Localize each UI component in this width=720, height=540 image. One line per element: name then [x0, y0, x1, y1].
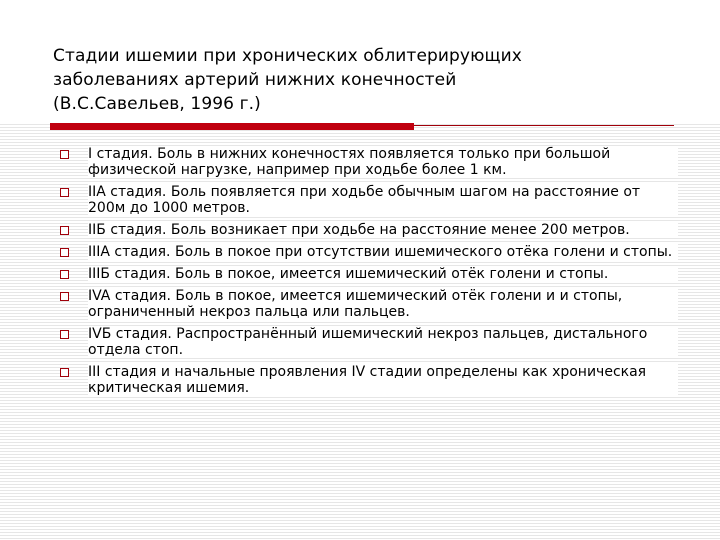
square-bullet-icon [60, 226, 69, 235]
square-bullet-icon [60, 248, 69, 257]
list-item [58, 364, 678, 396]
stage-text: IIIБ стадия. Боль в покое, имеется ишемический отёк голени и стопы. [88, 266, 678, 282]
square-bullet-icon [60, 150, 69, 159]
stages-list [58, 146, 678, 402]
title-underline-red-bar [50, 123, 414, 130]
square-bullet-icon [60, 292, 69, 301]
list-item [58, 266, 678, 282]
title-line-3: (В.С.Савельев, 1996 г.) [53, 94, 261, 114]
stage-text: III стадия и начальные проявления IV стадии определены как хроническая критическая ишемия. [88, 364, 678, 396]
list-item [58, 146, 678, 178]
stage-text: IVБ стадия. Распространённый ишемический некроз пальцев, дистального отдела стоп. [88, 326, 678, 358]
stage-text: IIA стадия. Боль появляется при ходьбе обычным шагом на расстояние от 200м до 1000 метров. [88, 184, 678, 216]
list-item [58, 184, 678, 216]
list-item [58, 326, 678, 358]
title-underline-thin-rule [414, 125, 674, 126]
square-bullet-icon [60, 330, 69, 339]
title-line-1: Стадии ишемии при хронических облитерирующих [53, 46, 522, 66]
list-item [58, 222, 678, 238]
slide-title [53, 44, 673, 116]
stage-text: IIIA стадия. Боль в покое при отсутствии ишемического отёка голени и стопы. [88, 244, 678, 260]
stage-text: I стадия. Боль в нижних конечностях появляется только при большой физической нагрузке, например при ходьбе более 1 км. [88, 146, 678, 178]
stage-text: IVA стадия. Боль в покое, имеется ишемический отёк голени и и стопы, ограниченный некроз пальца или пальцев. [88, 288, 678, 320]
title-line-2: заболеваниях артерий нижних конечностей [53, 70, 457, 90]
square-bullet-icon [60, 368, 69, 377]
stage-text: IIБ стадия. Боль возникает при ходьбе на расстояние менее 200 метров. [88, 222, 678, 238]
square-bullet-icon [60, 270, 69, 279]
square-bullet-icon [60, 188, 69, 197]
list-item [58, 288, 678, 320]
list-item [58, 244, 678, 260]
